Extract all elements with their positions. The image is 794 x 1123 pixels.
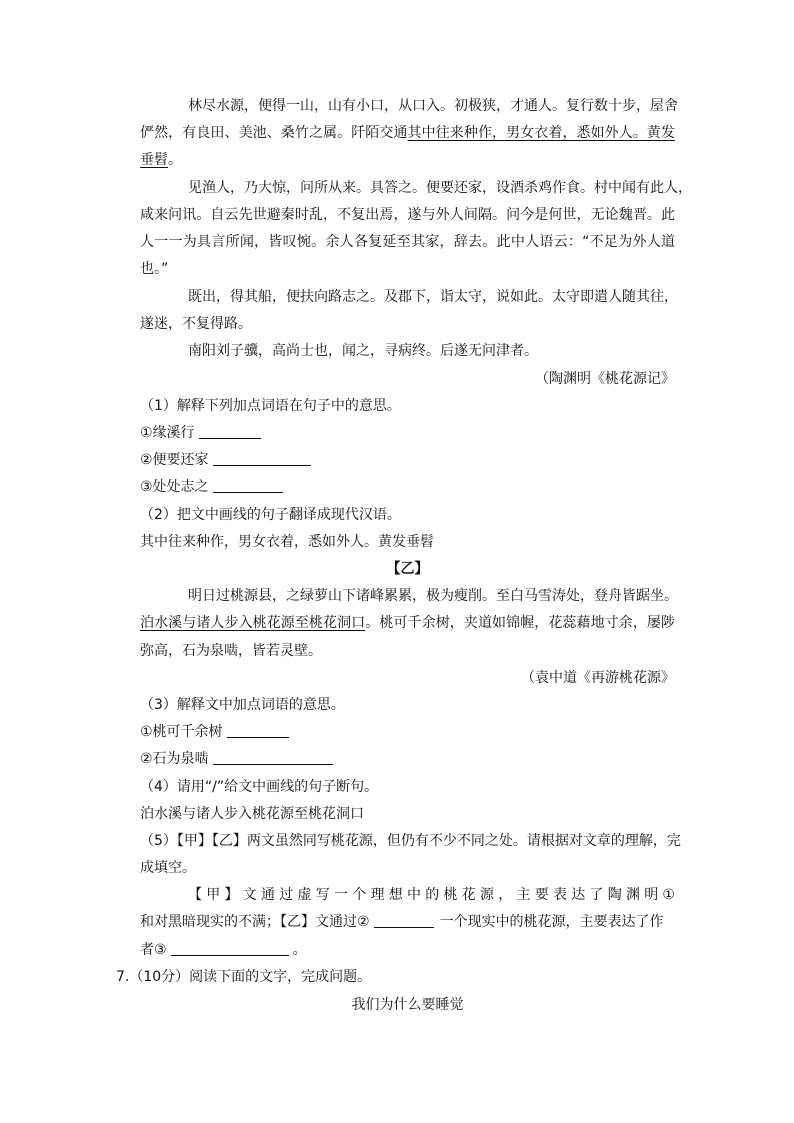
answer-blank[interactable]: [227, 723, 289, 738]
q3-label: （3）解释文中加点词语的意思。: [140, 697, 345, 713]
q4-label: （4）请用“/”给文中画线的句子断句。: [140, 779, 379, 795]
jia-p2-line4: 也。”: [140, 261, 169, 277]
q1-item-2: ②便要还家: [140, 450, 675, 470]
jia-p1-line1: 林尽水源，便得一山，山有小口，从口入。初极狭，才通人。复行数十步，屋舍: [188, 98, 678, 114]
q1-item-1: ①缘溪行: [140, 423, 675, 443]
jia-p2-line2: 咸来问讯。自云先世避秦时乱，不复出焉，遂与外人间隔。问今是何世，无论魏晋。此: [140, 207, 675, 223]
jia-p3-line2: 遂迷，不复得路。: [140, 316, 252, 332]
q7-title: 我们为什么要睡觉: [351, 997, 464, 1013]
q5-line1: （5）【甲】【乙】两文虽然同写桃花源，但仍有不少不同之处。请根据对文章的理解，完: [140, 833, 681, 849]
q3-item-2: ②石为泉啮: [140, 749, 675, 769]
q7-label: 7.（10分）阅读下面的文字，完成问题。: [116, 969, 372, 985]
answer-blank[interactable]: [213, 451, 311, 466]
yi-source: （袁中道《再游桃花源》: [521, 670, 675, 686]
q1-label: （1）解释下列加点词语在句子中的意思。: [140, 398, 401, 414]
yi-line3: 弥高，石为泉啮，皆若灵壁。: [140, 643, 322, 659]
q5-fill-line1: 【甲】文通过虚写一个理想中的桃花源，主要表达了陶渊明①: [188, 887, 675, 903]
jia-p3-line1: 既出，得其船，便扶向路志之。及郡下，诣太守，说如此。太守即遣人随其往，: [188, 289, 678, 305]
answer-blank[interactable]: [171, 941, 289, 956]
q5-fill-line3: 者③ 。: [140, 942, 307, 958]
q2-label: （2）把文中画线的句子翻译成现代汉语。: [140, 507, 401, 523]
answer-blank[interactable]: [213, 478, 283, 493]
answer-blank[interactable]: [213, 750, 333, 765]
yi-line2: 泊水溪与诸人步入桃花源至桃花洞口。桃可千余树，夹道如锦幄，花蕊藉地寸余，屡陟: [140, 615, 675, 631]
jia-p2-line3: 人一一为具言所闻，皆叹惋。余人各复延至其家，辞去。此中人语云：“不足为外人道: [140, 234, 675, 250]
q5-line2: 成填空。: [140, 860, 196, 876]
q2-sentence: 其中往来种作，男女衣着，悉如外人。黄发垂髫: [140, 534, 434, 550]
q5-fill-line2: 和对黑暗现实的不满；【乙】文通过② 一个现实中的桃花源，主要表达了作: [140, 914, 664, 930]
jia-p2-line1: 见渔人，乃大惊，问所从来。具答之。便要还家，设酒杀鸡作食。村中闻有此人，: [188, 180, 692, 196]
yi-heading: 【乙】: [386, 561, 429, 577]
answer-blank[interactable]: [374, 913, 434, 928]
yi-line1: 明日过桃源县，之绿萝山下诸峰累累，极为瘦削。至白马雪涛处，登舟皆踞坐。: [188, 588, 678, 604]
jia-source: （陶渊明《桃花源记》: [535, 371, 675, 387]
jia-p1-line2: 俨然，有良田、美池、桑竹之属。阡陌交通其中往来种作，男女衣着，悉如外人。黄发: [140, 125, 676, 141]
answer-blank[interactable]: [199, 424, 261, 439]
q3-item-1: ①桃可千余树: [140, 722, 675, 742]
underlined-sentence: 其中往来种作，男女衣着，悉如外人。黄发: [407, 125, 676, 141]
jia-p4-line1: 南阳刘子骥，高尚士也，闻之，寻病终。后遂无问津者。: [188, 343, 538, 359]
jia-p1-line3: 垂髫。: [140, 152, 182, 168]
underlined-sentence: 泊水溪与诸人步入桃花源至桃花洞口: [140, 615, 366, 631]
q1-item-3: ③处处志之: [140, 477, 675, 497]
q4-sentence: 泊水溪与诸人步入桃花源至桃花洞口: [140, 806, 364, 822]
